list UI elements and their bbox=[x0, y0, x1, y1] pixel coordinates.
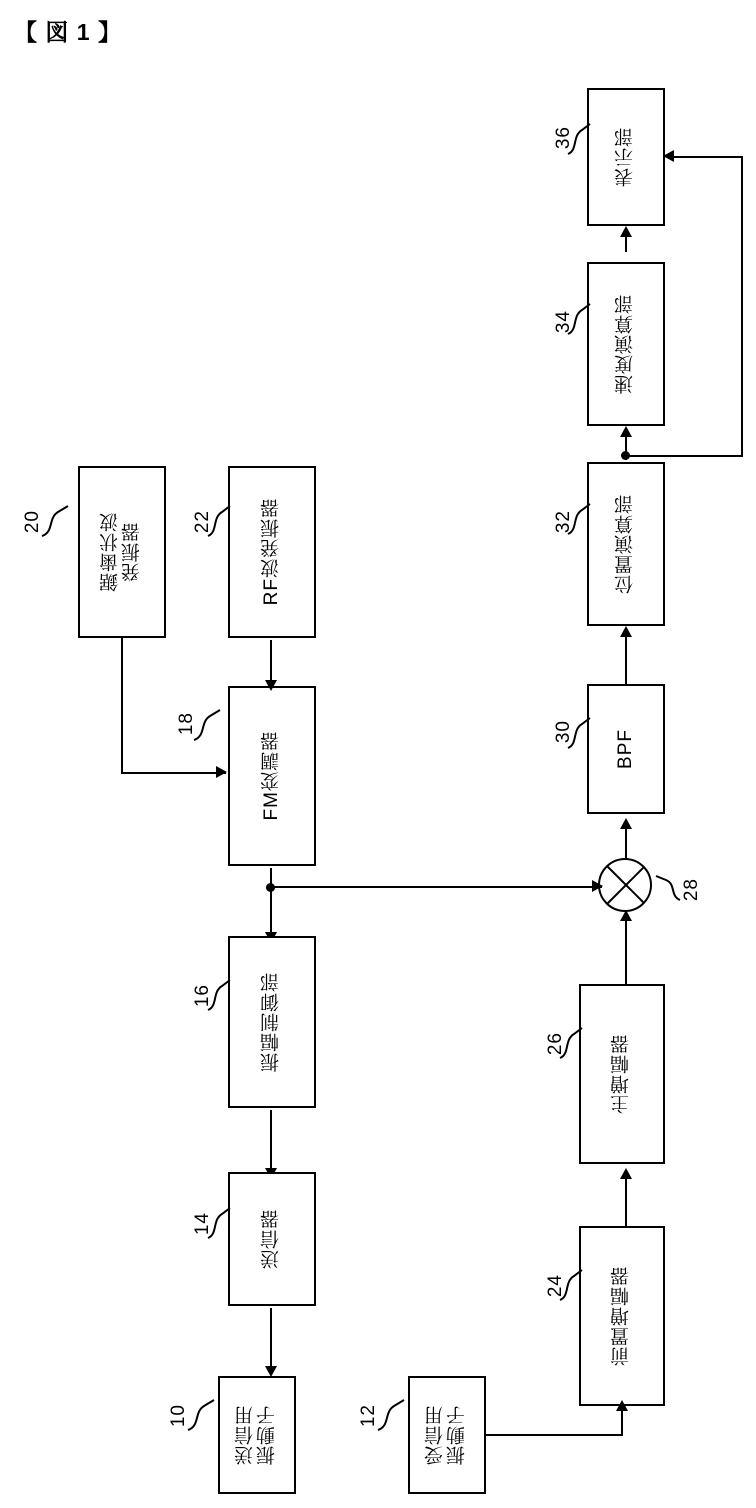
conn-18-16 bbox=[270, 868, 272, 936]
leader-line-28 bbox=[654, 872, 682, 904]
block-transmitter bbox=[228, 1172, 316, 1306]
arrow-24-26 bbox=[620, 1168, 632, 1179]
leader-line-36 bbox=[566, 120, 592, 160]
leader-line-30 bbox=[566, 714, 592, 754]
block-label: 送信用 振動子 bbox=[235, 1405, 278, 1465]
arrow-30-32 bbox=[620, 626, 632, 637]
block-label: 振幅制御部 bbox=[261, 972, 283, 1072]
conn-18-28 bbox=[270, 886, 602, 888]
block-receive-transducer bbox=[408, 1376, 486, 1494]
block-display bbox=[587, 88, 665, 226]
leader-line-20 bbox=[40, 502, 70, 542]
leader-line-16 bbox=[206, 976, 232, 1016]
block-label: 送信器 bbox=[261, 1209, 283, 1269]
ref-num-10: 10 bbox=[168, 1404, 189, 1428]
ref-num-34: 34 bbox=[553, 310, 574, 334]
arrow-32-36 bbox=[663, 150, 674, 162]
arrow-28-30 bbox=[620, 818, 632, 829]
block-velocity-calc bbox=[587, 262, 665, 426]
block-label: 位置演算部 bbox=[615, 494, 637, 594]
conn-22-18 bbox=[270, 640, 272, 684]
block-label: 鋸歯状波 発振器 bbox=[100, 512, 143, 592]
ref-num-24: 24 bbox=[545, 1274, 566, 1298]
conn-20-18-h bbox=[121, 772, 226, 774]
conn-12-24-v bbox=[621, 1410, 623, 1436]
block-sawtooth-oscillator bbox=[78, 466, 166, 638]
conn-20-18-v bbox=[121, 638, 123, 774]
block-label: 受信用 振動子 bbox=[425, 1405, 468, 1465]
block-label: 表示部 bbox=[615, 127, 637, 187]
block-label: RF波発振器 bbox=[261, 498, 283, 606]
ref-num-28: 28 bbox=[681, 878, 702, 902]
ref-num-26: 26 bbox=[545, 1032, 566, 1056]
arrow-32-34 bbox=[620, 426, 632, 437]
arrow-26-28 bbox=[620, 910, 632, 921]
arrow-20-18 bbox=[216, 766, 227, 778]
conn-32-36-v bbox=[741, 157, 743, 457]
leader-line-34 bbox=[566, 300, 592, 340]
conn-26-28 bbox=[625, 912, 627, 986]
block-position-calc bbox=[587, 462, 665, 626]
leader-line-24 bbox=[558, 1266, 584, 1306]
conn-12-24-h bbox=[486, 1434, 623, 1436]
ref-num-12: 12 bbox=[358, 1404, 379, 1428]
conn-32-36-h1 bbox=[625, 455, 743, 457]
block-label: BPF bbox=[615, 729, 637, 769]
arrow-22-18 bbox=[265, 680, 277, 691]
block-fm-modulator bbox=[228, 686, 316, 866]
leader-line-22 bbox=[206, 502, 232, 542]
conn-32-36-h2 bbox=[672, 156, 743, 158]
ref-num-32: 32 bbox=[553, 510, 574, 534]
block-label: FM変調器 bbox=[261, 731, 283, 821]
leader-line-10 bbox=[186, 1396, 216, 1436]
block-label: 主増幅器 bbox=[611, 1034, 633, 1114]
block-transmit-transducer bbox=[218, 1376, 296, 1494]
leader-line-12 bbox=[376, 1396, 406, 1436]
leader-line-26 bbox=[558, 1024, 584, 1064]
arrow-12-24 bbox=[616, 1400, 628, 1411]
ref-num-30: 30 bbox=[553, 720, 574, 744]
block-label: 前置増幅器 bbox=[611, 1266, 633, 1366]
leader-line-18 bbox=[192, 706, 222, 746]
ref-num-20: 20 bbox=[22, 510, 43, 534]
block-amplitude-control bbox=[228, 936, 316, 1108]
ref-num-36: 36 bbox=[553, 126, 574, 150]
figure-title: 【 図 1 】 bbox=[14, 19, 122, 45]
ref-num-16: 16 bbox=[192, 984, 213, 1008]
block-mixer bbox=[598, 858, 652, 912]
block-rf-oscillator bbox=[228, 466, 316, 638]
block-bpf bbox=[587, 684, 665, 814]
ref-num-22: 22 bbox=[192, 510, 213, 534]
arrow-18-28 bbox=[592, 880, 603, 892]
block-main-amplifier bbox=[579, 984, 665, 1164]
conn-16-14 bbox=[270, 1110, 272, 1172]
conn-14-10 bbox=[270, 1308, 272, 1372]
ref-num-14: 14 bbox=[192, 1212, 213, 1236]
block-preamplifier bbox=[579, 1226, 665, 1406]
leader-line-32 bbox=[566, 500, 592, 540]
ref-num-18: 18 bbox=[176, 712, 197, 736]
block-label: 速度演算部 bbox=[615, 294, 637, 394]
leader-line-14 bbox=[206, 1204, 232, 1244]
arrow-34-36 bbox=[620, 226, 632, 237]
